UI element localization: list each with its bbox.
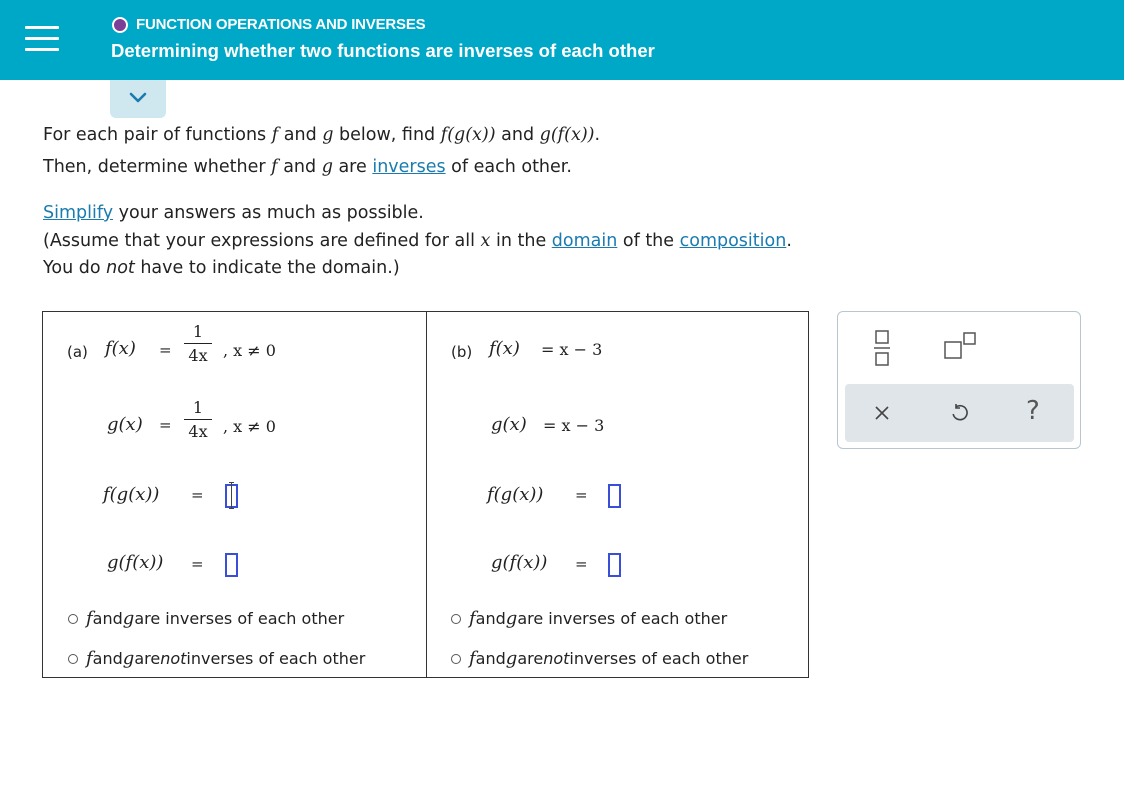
- table-divider: [426, 312, 427, 677]
- denominator: 4x: [188, 346, 208, 365]
- var-g: g: [122, 648, 135, 669]
- part-b-fg-lhs: [487, 484, 543, 505]
- part-a-f-lhs: [105, 338, 136, 359]
- var-f: f: [86, 648, 93, 669]
- part-a-option-inverses[interactable]: [68, 608, 344, 629]
- var-f: f: [469, 648, 476, 669]
- part-b-f-lhs: [489, 338, 520, 359]
- radio-button[interactable]: [68, 614, 78, 624]
- superscript-icon[interactable]: [944, 332, 978, 362]
- text: and: [92, 649, 123, 668]
- radio-button[interactable]: [68, 654, 78, 664]
- denominator: 4x: [188, 422, 208, 441]
- var-g: g: [321, 157, 333, 177]
- text: f(g(x)): [487, 484, 544, 505]
- help-icon[interactable]: ?: [1026, 396, 1040, 426]
- menu-icon[interactable]: [25, 26, 59, 54]
- expr-gf: g(f(x)): [539, 125, 595, 145]
- part-a-f-fraction: [184, 322, 212, 365]
- emphasis-not: not: [543, 649, 570, 668]
- part-b-gf-answer-input[interactable]: [608, 553, 621, 577]
- numerator: 1: [192, 398, 204, 417]
- expr-fg: f(g(x)): [440, 125, 496, 145]
- var-g: g: [505, 608, 518, 629]
- part-a-f-eq: =: [159, 341, 172, 359]
- text: below, find: [333, 125, 441, 145]
- text: are: [134, 649, 161, 668]
- var-f: f: [271, 157, 278, 177]
- inverses-link[interactable]: inverses: [372, 157, 446, 177]
- text: g(x): [107, 414, 143, 435]
- text: are: [517, 649, 544, 668]
- var-f: f: [469, 608, 476, 629]
- problem-table: [42, 311, 809, 678]
- part-a-g-fraction: [184, 398, 212, 441]
- radio-button[interactable]: [451, 614, 461, 624]
- palette-top-row: [838, 312, 1080, 382]
- var-f: f: [86, 608, 93, 629]
- undo-icon[interactable]: [950, 403, 970, 423]
- text: and: [92, 609, 123, 628]
- instruction-line-2: [43, 157, 572, 177]
- topic-status-dot: [112, 17, 128, 33]
- composition-link[interactable]: composition: [679, 231, 787, 251]
- var-g: g: [322, 125, 334, 145]
- instruction-line-3: [43, 203, 424, 223]
- chevron-down-icon: [129, 92, 147, 104]
- emphasis-not: not: [106, 258, 135, 278]
- part-a-g-eq: =: [159, 416, 172, 434]
- part-a-f-condition: , x ≠ 0: [223, 341, 276, 360]
- var-x: x: [480, 231, 491, 251]
- text: are: [332, 157, 373, 177]
- text: inverses of each other: [186, 649, 366, 668]
- text: You do: [43, 258, 107, 278]
- domain-link[interactable]: domain: [551, 231, 618, 251]
- text: of each other.: [445, 157, 572, 177]
- topic-row: [112, 16, 425, 33]
- part-b-gf-lhs: [491, 552, 547, 573]
- var-g: g: [505, 648, 518, 669]
- part-b-fg-answer-input[interactable]: [608, 484, 621, 508]
- page-title: Determining whether two functions are inverses of each other: [111, 40, 655, 61]
- text: and: [277, 157, 322, 177]
- text: f(x): [105, 338, 136, 359]
- part-a-fg-eq: =: [191, 486, 204, 504]
- part-b-f-rhs: = x − 3: [541, 340, 603, 359]
- text: For each pair of functions: [43, 125, 272, 145]
- math-palette: [837, 311, 1081, 449]
- part-a-gf-answer-input[interactable]: [225, 553, 238, 577]
- palette-action-row: [845, 384, 1074, 442]
- part-b-fg-eq: =: [575, 486, 588, 504]
- instruction-line-5: [43, 258, 400, 278]
- part-b-g-rhs: = x − 3: [543, 416, 605, 435]
- fraction-icon[interactable]: [874, 330, 890, 366]
- part-a-gf-eq: =: [191, 555, 204, 573]
- text: f(x): [489, 338, 520, 359]
- instruction-line-4: [43, 231, 792, 251]
- part-b-option-inverses[interactable]: [451, 608, 727, 629]
- simplify-link[interactable]: Simplify: [43, 203, 114, 223]
- text: .: [786, 231, 792, 251]
- emphasis-not: not: [160, 649, 187, 668]
- part-a-g-condition: , x ≠ 0: [223, 417, 276, 436]
- text: and: [475, 649, 506, 668]
- part-a-label: (a): [67, 343, 88, 361]
- text: in the: [490, 231, 552, 251]
- part-a-g-lhs: [107, 414, 143, 435]
- text: are inverses of each other: [517, 609, 728, 628]
- instruction-line-1: [43, 125, 600, 145]
- part-a-gf-lhs: [107, 552, 163, 573]
- text: of the: [617, 231, 680, 251]
- text: are inverses of each other: [134, 609, 345, 628]
- text: g(x): [491, 414, 527, 435]
- text: and: [278, 125, 323, 145]
- text: g(f(x)): [491, 552, 548, 573]
- part-a-fg-lhs: [103, 484, 159, 505]
- var-f: f: [271, 125, 279, 145]
- text: g(f(x)): [107, 552, 164, 573]
- text: inverses of each other: [569, 649, 749, 668]
- clear-icon[interactable]: [874, 405, 890, 421]
- part-a-fg-answer-input[interactable]: [225, 484, 238, 508]
- part-a-option-not-inverses[interactable]: [68, 648, 365, 669]
- text: your answers as much as possible.: [113, 203, 424, 223]
- text: Then, determine whether: [43, 157, 272, 177]
- part-b-gf-eq: =: [575, 555, 588, 573]
- text: .: [594, 125, 601, 145]
- radio-button[interactable]: [451, 654, 461, 664]
- expand-header-button[interactable]: [110, 80, 166, 118]
- part-b-g-lhs: [491, 414, 527, 435]
- text: and: [495, 125, 540, 145]
- numerator: 1: [192, 322, 204, 341]
- text: and: [475, 609, 506, 628]
- var-g: g: [122, 608, 135, 629]
- part-b-option-not-inverses[interactable]: [451, 648, 748, 669]
- text: f(g(x)): [103, 484, 160, 505]
- text: (Assume that your expressions are defined for all: [43, 231, 481, 251]
- text: have to indicate the domain.): [134, 258, 400, 278]
- top-bar: [0, 0, 1124, 80]
- part-b-label: (b): [451, 343, 473, 361]
- topic-title: FUNCTION OPERATIONS AND INVERSES: [136, 16, 426, 33]
